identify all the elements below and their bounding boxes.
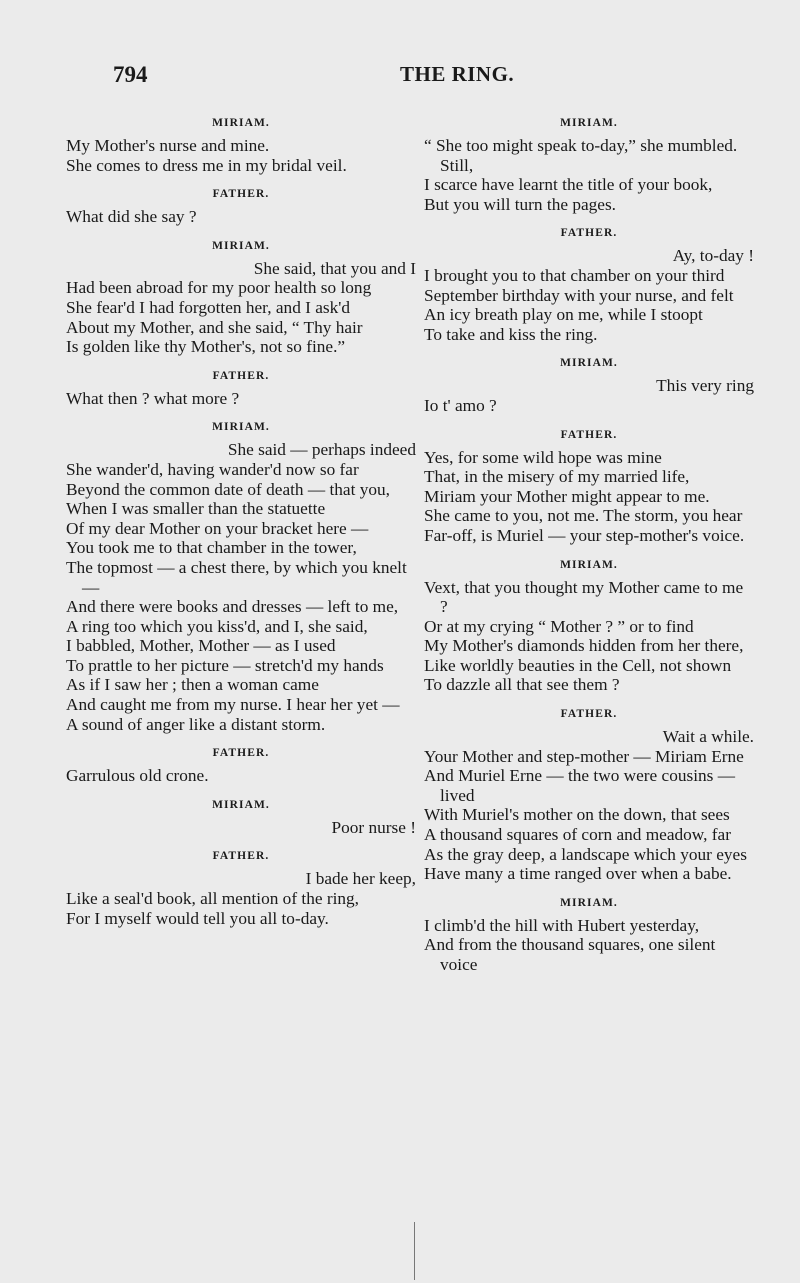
- speaker-name: MIRIAM.: [560, 896, 618, 909]
- running-title: THE RING.: [400, 62, 515, 86]
- speaker-name: FATHER.: [212, 369, 270, 382]
- verse-line: An icy breath play on me, while I stoopt: [424, 305, 703, 325]
- speech-block: [424, 707, 754, 884]
- speech-block: [424, 116, 754, 214]
- speaker-name: MIRIAM.: [212, 239, 270, 252]
- speech-block: [424, 558, 754, 696]
- verse-line: I babbled, Mother, Mother — as I used: [66, 636, 336, 656]
- verse-line: As if I saw her ; then a woman came: [66, 675, 319, 695]
- verse-line: Have many a time ranged over when a babe.: [424, 864, 732, 884]
- speaker-name: MIRIAM.: [212, 421, 270, 434]
- verse-line: She wander'd, having wander'd now so far: [66, 459, 359, 479]
- speech-block: [424, 226, 754, 344]
- verse-line: My Mother's nurse and mine.: [66, 136, 270, 155]
- verse-line: September birthday with your nurse, and felt: [424, 285, 734, 305]
- verse-line: “ She too might speak to-day,” she mumbled. Still,: [424, 136, 738, 175]
- right-column: [424, 116, 754, 975]
- speech-block: [66, 116, 416, 175]
- verse-line: With Muriel's mother on the down, that sees: [424, 805, 730, 825]
- speech-block: [66, 369, 416, 409]
- verse-line: As the gray deep, a landscape which your eyes: [424, 844, 747, 864]
- verse-line: Ay, to-day !: [672, 246, 754, 266]
- speech-block: [424, 428, 754, 546]
- speech-block: [66, 746, 416, 786]
- verse-line: And there were books and dresses — left to me,: [66, 597, 399, 617]
- verse-line: To dazzle all that see them ?: [424, 675, 620, 695]
- verse-line: Had been abroad for my poor health so long: [66, 278, 372, 298]
- verse-line: When I was smaller than the statuette: [66, 499, 326, 519]
- speaker-name: MIRIAM.: [212, 798, 270, 811]
- speaker-name: FATHER.: [560, 428, 618, 441]
- verse-line: Miriam your Mother might appear to me.: [424, 486, 710, 506]
- verse-line: This very ring: [656, 376, 754, 396]
- verse-line: For I myself would tell you all to-day.: [66, 908, 329, 928]
- speech-block: [66, 849, 416, 928]
- left-column: [66, 116, 416, 928]
- verse-line: To take and kiss the ring.: [424, 324, 598, 344]
- verse-line: I brought you to that chamber on your third: [424, 265, 725, 285]
- speech-block: [424, 896, 754, 975]
- page-header: [0, 62, 800, 92]
- verse-line: That, in the misery of my married life,: [424, 467, 690, 487]
- verse-line: My Mother's diamonds hidden from her there,: [424, 636, 744, 656]
- page-number: 794: [113, 62, 148, 87]
- verse-line: And from the thousand squares, one silent voice: [424, 935, 716, 974]
- verse-line: Your Mother and step-mother — Miriam Erne: [424, 746, 744, 766]
- verse-line: I climb'd the hill with Hubert yesterday,: [424, 915, 700, 935]
- verse-line: Yes, for some wild hope was mine: [424, 447, 662, 467]
- speech-block: [424, 356, 754, 415]
- speech-block: [66, 420, 416, 734]
- verse-line: What did she say ?: [66, 207, 197, 227]
- verse-line: She said — perhaps indeed: [227, 440, 416, 460]
- speaker-name: FATHER.: [212, 188, 270, 201]
- verse-line: I scarce have learnt the title of your book,: [424, 175, 713, 195]
- speech-block: [66, 239, 416, 357]
- verse-line: A thousand squares of corn and meadow, far: [424, 825, 731, 845]
- verse-line: Garrulous old crone.: [66, 766, 209, 786]
- verse-line: Or at my crying “ Mother ? ” or to find: [424, 616, 694, 636]
- verse-line: Of my dear Mother on your bracket here —: [66, 518, 369, 538]
- verse-line: And Muriel Erne — the two were cousins — lived: [424, 766, 735, 805]
- speaker-name: MIRIAM.: [560, 357, 618, 370]
- speaker-name: FATHER.: [212, 747, 270, 760]
- speaker-name: MIRIAM.: [560, 117, 618, 129]
- column-divider: [414, 1222, 415, 1280]
- verse-line: Wait a while.: [662, 727, 754, 747]
- verse-line: Io t' amo ?: [424, 395, 497, 415]
- verse-line: She came to you, not me. The storm, you hear: [424, 506, 743, 526]
- verse-line: Like worldly beauties in the Cell, not shown: [424, 655, 732, 675]
- speaker-name: FATHER.: [560, 227, 618, 240]
- verse-line: She fear'd I had forgotten her, and I ask'd: [66, 297, 351, 317]
- verse-line: I bade her keep,: [305, 869, 416, 889]
- verse-line: About my Mother, and she said, “ Thy hair: [66, 317, 363, 337]
- verse-line: You took me to that chamber in the tower,: [66, 538, 357, 558]
- speaker-name: FATHER.: [560, 708, 618, 721]
- verse-line: Like a seal'd book, all mention of the ring,: [66, 889, 359, 909]
- verse-line: To prattle to her picture — stretch'd my hands: [66, 655, 384, 675]
- verse-line: The topmost — a chest there, by which you knelt —: [66, 557, 407, 597]
- verse-line: A ring too which you kiss'd, and I, she said,: [66, 616, 368, 636]
- verse-line: But you will turn the pages.: [424, 194, 616, 214]
- verse-line: And caught me from my nurse. I hear her yet —: [66, 695, 400, 715]
- verse-line: Is golden like thy Mother's, not so fine.”: [66, 337, 346, 357]
- verse-line: Beyond the common date of death — that you,: [66, 479, 390, 499]
- speaker-name: MIRIAM.: [212, 117, 270, 129]
- speaker-name: FATHER.: [212, 850, 270, 863]
- speech-block: [66, 187, 416, 227]
- verse-line: What then ? what more ?: [66, 388, 240, 408]
- verse-line: A sound of anger like a distant storm.: [66, 714, 326, 734]
- verse-line: Vext, that you thought my Mother came to me ?: [424, 577, 744, 617]
- verse-line: Far-off, is Muriel — your step-mother's voice.: [424, 525, 745, 545]
- verse-line: Poor nurse !: [331, 817, 416, 837]
- speech-block: [66, 798, 416, 838]
- verse-line: She said, that you and I: [253, 258, 416, 278]
- verse-line: She comes to dress me in my bridal veil.: [66, 155, 347, 175]
- speaker-name: MIRIAM.: [560, 558, 618, 571]
